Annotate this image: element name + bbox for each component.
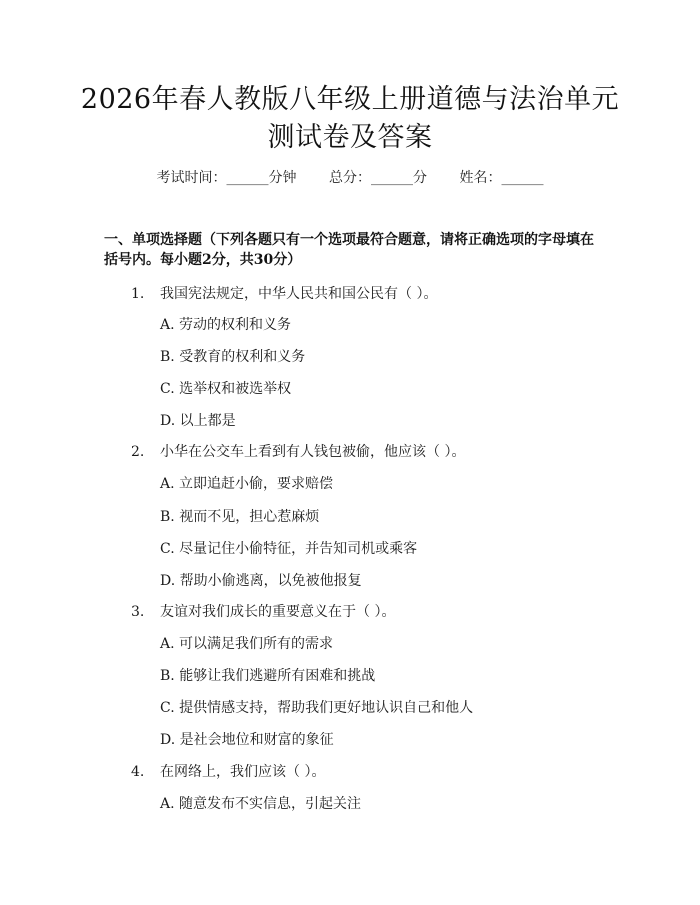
question-4-text: 在网络上，我们应该（ ）。 bbox=[160, 764, 326, 780]
question-3-text: 友谊对我们成长的重要意义在于（ ）。 bbox=[160, 604, 396, 620]
question-4-option-a: A. 随意发布不实信息，引起关注 bbox=[160, 796, 362, 812]
section-header-line-1: 一、单项选择题（下列各题只有一个选项最符合题意，请将正确选项的字母填在 bbox=[104, 232, 594, 248]
question-3-option-b: B. 能够让我们逃避所有困难和挑战 bbox=[160, 668, 376, 684]
question-3-option-d: D. 是社会地位和财富的象征 bbox=[160, 732, 334, 748]
question-2-text: 小华在公交车上看到有人钱包被偷，他应该（ ）。 bbox=[160, 444, 466, 460]
question-2-option-d: D. 帮助小偷逃离，以免被他报复 bbox=[160, 573, 362, 589]
exam-info-row bbox=[0, 167, 700, 189]
student-name-field: 姓名：______ bbox=[459, 170, 544, 186]
question-1-option-d: D. 以上都是 bbox=[160, 413, 236, 429]
question-2-option-b: B. 视而不见，担心惹麻烦 bbox=[160, 509, 320, 525]
question-1-option-b: B. 受教育的权利和义务 bbox=[160, 349, 306, 365]
question-2-option-c: C. 尽量记住小偷特征，并告知司机或乘客 bbox=[160, 541, 418, 557]
total-score-field: 总分：______分 bbox=[329, 170, 427, 186]
document-title-line-2: 测试卷及答案 bbox=[267, 122, 433, 153]
document-title-line-1: 2026年春人教版八年级上册道德与法治单元 bbox=[80, 84, 620, 115]
section-header-line-2: 括号内。每小题2分，共30分） bbox=[104, 252, 302, 268]
question-3-option-c: C. 提供情感支持，帮助我们更好地认识自己和他人 bbox=[160, 700, 474, 716]
question-1-option-c: C. 选举权和被选举权 bbox=[160, 381, 292, 397]
question-1-option-a: A. 劳动的权利和义务 bbox=[160, 317, 292, 333]
question-2-number: 2. bbox=[131, 444, 145, 460]
question-4-number: 4. bbox=[131, 764, 145, 780]
question-3-number: 3. bbox=[131, 604, 145, 620]
question-1-text: 我国宪法规定，中华人民共和国公民有（ ）。 bbox=[160, 286, 438, 302]
question-3-option-a: A. 可以满足我们所有的需求 bbox=[160, 636, 334, 652]
question-1-number: 1. bbox=[131, 286, 145, 302]
exam-time-field: 考试时间：______分钟 bbox=[156, 170, 297, 186]
question-2-option-a: A. 立即追赶小偷，要求赔偿 bbox=[160, 476, 334, 492]
